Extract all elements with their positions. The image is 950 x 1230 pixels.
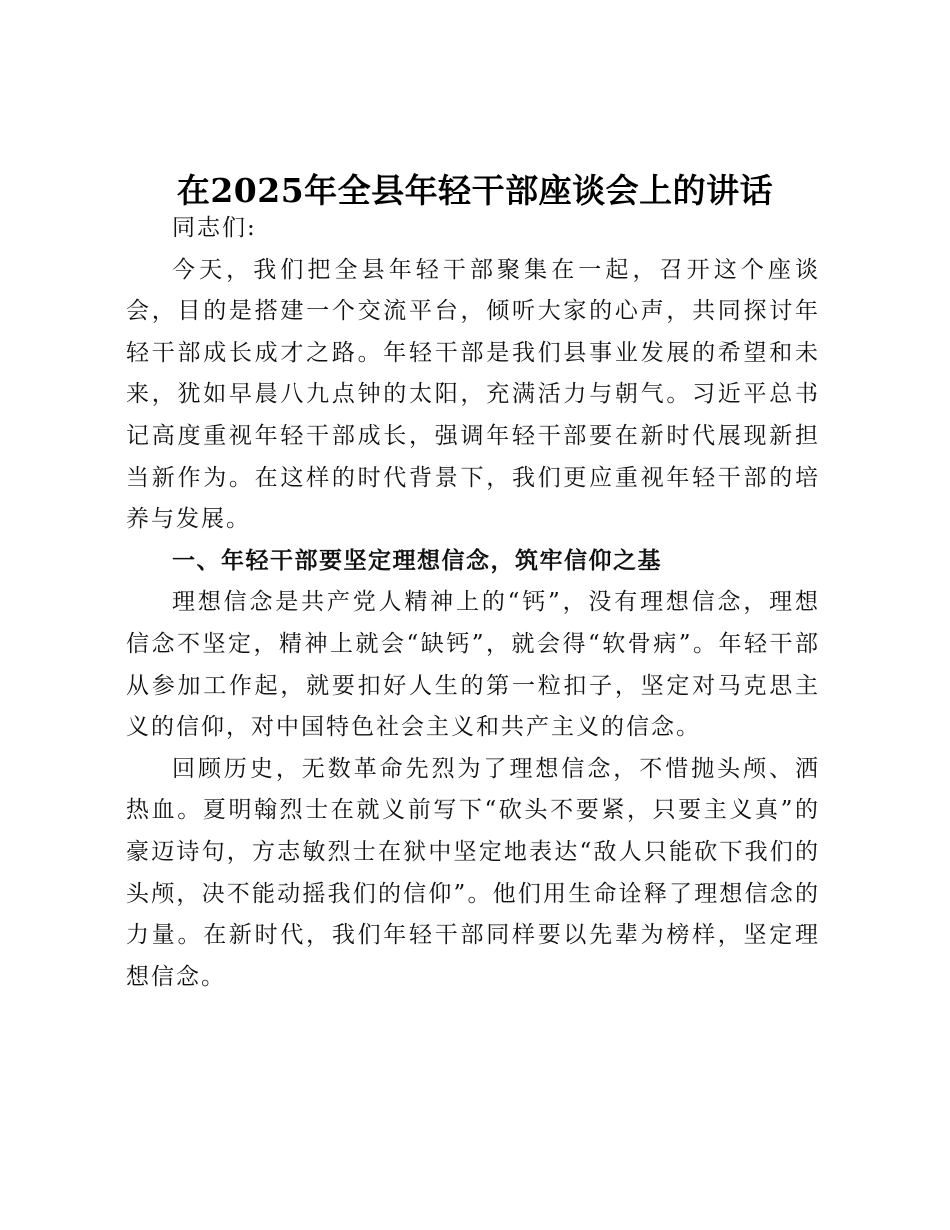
document-title: 在2025年全县年轻干部座谈会上的讲话	[176, 171, 774, 210]
salutation: 同志们:	[172, 215, 257, 241]
intro-paragraph: 今天，我们把全县年轻干部聚集在一起，召开这个座谈会，目的是搭建一个交流平台，倾听大家的心声，共同探讨年轻干部成长成才之路。年轻干部是我们县事业发展的希望和未来，犹如早晨八九点钟的太阳，充满活力与朝气。习近平总书记高度重视年轻干部成长，强调年轻干部要在新时代展现新担当新作为。在这样的时代背景下，我们更应重视年轻干部的培养与发展。	[126, 256, 820, 533]
document-body	[126, 208, 820, 998]
section-1-paragraph-1: 理想信念是共产党人精神上的“钙”，没有理想信念，理想信念不坚定，精神上就会“缺钙”，就会得“软骨病”。年轻干部从参加工作起，就要扣好人生的第一粒扣子，坚定对马克思主义的信仰，对中国特色社会主义和共产主义的信念。	[126, 589, 820, 741]
section-1-heading: 一、年轻干部要坚定理想信念，筑牢信仰之基	[172, 547, 662, 574]
section-1-paragraph-2: 回顾历史，无数革命先烈为了理想信念，不惜抛头颅、洒热血。夏明翰烈士在就义前写下“砍头不要紧，只要主义真”的豪迈诗句，方志敏烈士在狱中坚定地表达“敌人只能砍下我们的头颅，决不能动摇我们的信仰”。他们用生命诠释了理想信念的力量。在新时代，我们年轻干部同样要以先辈为榜样，坚定理想信念。	[126, 755, 820, 990]
